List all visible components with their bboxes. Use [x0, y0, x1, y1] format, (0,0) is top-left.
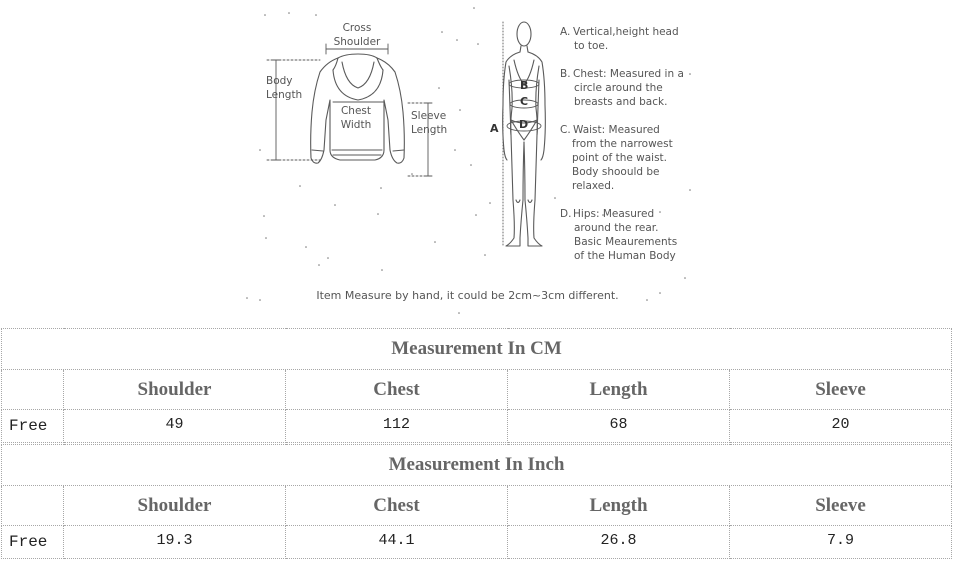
- table-cell: 49: [64, 410, 286, 443]
- instruction-c-line: Waist: Measured: [573, 124, 660, 136]
- marker-d: D: [519, 118, 529, 131]
- table-cell: 68: [508, 410, 730, 443]
- instruction-a-line: to toe.: [574, 40, 609, 52]
- cross-shoulder-line-2: Shoulder: [333, 36, 381, 48]
- column-header: Shoulder: [64, 370, 286, 410]
- column-header: Shoulder: [64, 486, 286, 526]
- chest-width-line-2: Width: [340, 119, 372, 131]
- body-length-label: [266, 74, 302, 102]
- marker-a: A: [490, 122, 499, 135]
- human-figure-drawing: [503, 22, 546, 246]
- instruction-a-letter: A.: [560, 26, 571, 38]
- size-label: Free: [2, 410, 64, 443]
- table-title-row: [2, 445, 952, 486]
- table-title: Measurement In Inch: [2, 445, 952, 486]
- table-cell: 19.3: [64, 526, 286, 559]
- cross-shoulder-line-1: Cross: [342, 22, 372, 34]
- table-cell: 7.9: [730, 526, 952, 559]
- table-header-row: [2, 486, 952, 526]
- chest-width-line-1: Chest: [340, 105, 372, 117]
- table-title-row: [2, 329, 952, 370]
- instruction-d-line: of the Human Body: [574, 250, 676, 262]
- instruction-c-line: Body shoould be: [572, 166, 660, 178]
- instruction-d: [560, 207, 677, 263]
- instruction-b-letter: B.: [560, 68, 571, 80]
- instruction-d-line: Basic Meaurements: [574, 236, 678, 248]
- cm-size-table: [1, 328, 952, 443]
- chest-width-label: [334, 104, 378, 132]
- instruction-b-line: circle around the: [574, 82, 663, 94]
- table-row: [2, 526, 952, 559]
- instruction-d-line: around the rear.: [574, 222, 659, 234]
- table-header-row: [2, 370, 952, 410]
- corner-cell: [2, 370, 64, 410]
- instruction-c-line: from the narrowest: [572, 138, 673, 150]
- column-header: Chest: [286, 486, 508, 526]
- instruction-d-line: Hips: Measured: [573, 208, 655, 220]
- table-title: Measurement In CM: [2, 329, 952, 370]
- column-header: Sleeve: [730, 370, 952, 410]
- instruction-b-line: Chest: Measured in a: [573, 68, 684, 80]
- instruction-d-letter: D.: [560, 208, 572, 220]
- sleeve-length-line-1: Sleeve: [411, 110, 447, 122]
- marker-c: C: [520, 95, 529, 108]
- marker-b: B: [520, 79, 529, 92]
- corner-cell: [2, 486, 64, 526]
- sleeve-length-label: [411, 109, 447, 137]
- column-header: Sleeve: [730, 486, 952, 526]
- measurement-note: Item Measure by hand, it could be 2cm~3cm different.: [316, 289, 619, 302]
- inch-size-table: [1, 444, 952, 559]
- column-header: Length: [508, 370, 730, 410]
- sleeve-length-line-2: Length: [411, 124, 448, 136]
- table-cell: 44.1: [286, 526, 508, 559]
- instruction-c-line: relaxed.: [572, 180, 615, 192]
- instruction-c-line: point of the waist.: [572, 152, 668, 164]
- table-cell: 20: [730, 410, 952, 443]
- size-label: Free: [2, 526, 64, 559]
- table-cell: 112: [286, 410, 508, 443]
- body-length-line-1: Body: [266, 75, 293, 87]
- column-header: Chest: [286, 370, 508, 410]
- cross-shoulder-label: [327, 21, 387, 49]
- instruction-c: [560, 123, 673, 193]
- instruction-a-line: Vertical,height head: [573, 26, 679, 38]
- instruction-b: [560, 67, 684, 109]
- instruction-c-letter: C.: [560, 124, 571, 136]
- column-header: Length: [508, 486, 730, 526]
- instruction-b-line: breasts and back.: [574, 96, 668, 108]
- body-length-line-2: Length: [266, 89, 303, 101]
- instruction-a: [560, 25, 679, 53]
- table-cell: 26.8: [508, 526, 730, 559]
- table-row: [2, 410, 952, 443]
